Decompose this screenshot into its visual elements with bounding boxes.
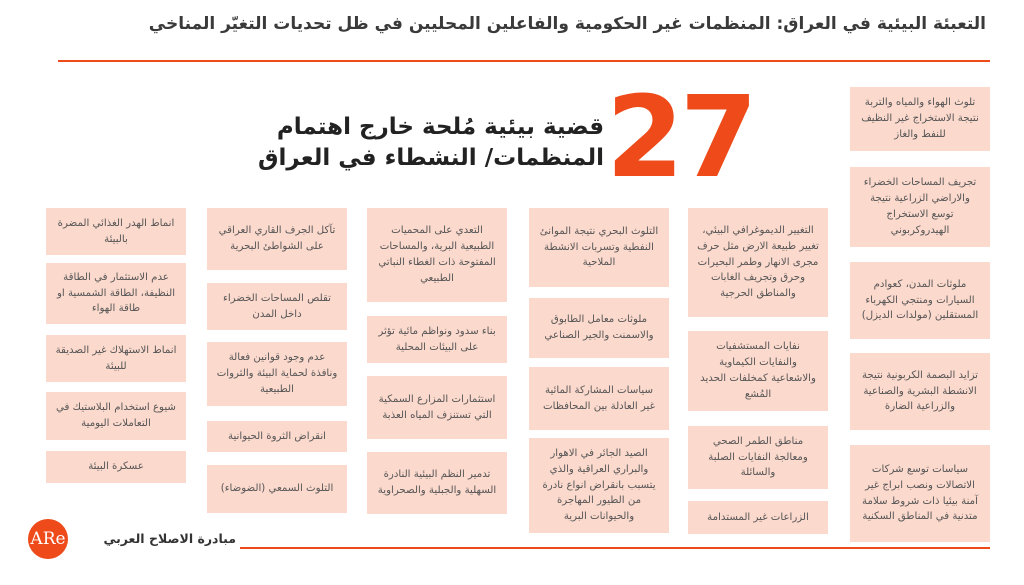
issue-box: التلوث السمعي (الضوضاء) (207, 465, 347, 513)
issue-box: تلوث الهواء والمياه والتربة نتيجة الاستخراج غير النظيف للنفط والغاز (850, 87, 990, 151)
issue-box: بناء سدود ونواظم مائية تؤثر على البيئات المحلية (367, 316, 507, 363)
headline (244, 112, 604, 174)
org-name: مبادرة الاصلاح العربي (103, 531, 236, 546)
issue-box: انقراض الثروة الحيوانية (207, 421, 347, 452)
issue-box: تدمير النظم البيئية النادرة السهلية والجبلية والصحراوية (367, 452, 507, 514)
issue-box: التلوث البحري نتيجة الموانئ النفطية وتسربات الانشطة الملاحية (529, 208, 669, 287)
issue-box: تجريف المساحات الخضراء والاراضي الزراعية نتيجة توسع الاستخراج الهيدروكربوني (850, 167, 990, 247)
bottom-divider (240, 547, 990, 549)
issue-box: التعدي على المحميات الطبيعية البرية، والمساحات المفتوحة ذات الغطاء النباتي الطبيعي (367, 208, 507, 302)
issue-box: سياسات المشاركة المائية غير العادلة بين المحافظات (529, 367, 669, 430)
issue-box: شيوع استخدام البلاستيك في التعاملات اليومية (46, 392, 186, 440)
issue-box: الصيد الجائر في الاهوار والبراري العراقية والذي يتسبب بانقراض انواع نادرة من الطيور المهاجرة والحيوانات البرية (529, 438, 669, 533)
issue-box: عسكرة البيئة (46, 451, 186, 483)
issue-box: التغيير الديموغرافي البيئي، تغيير طبيعة الارض مثل حرف مجرى الانهار وطمر البحيرات وحرق وتجريف الغابات والمناطق الحرجية (688, 208, 828, 317)
issue-box: الزراعات غير المستدامة (688, 501, 828, 534)
top-divider (58, 60, 990, 62)
issue-box: استثمارات المزارع السمكية التي تستنزف المياه العذبة (367, 376, 507, 439)
issue-box: مناطق الطمر الصحي ومعالجة النفايات الصلبة والسائلة (688, 426, 828, 489)
issue-box: عدم الاستثمار في الطاقة النظيفة، الطاقة الشمسية او طاقة الهواء (46, 263, 186, 324)
issue-box: ملوثات معامل الطابوق والاسمنت والجير الصناعي (529, 298, 669, 358)
headline-line-2: المنظمات/ النشطاء في العراق (257, 145, 604, 172)
issue-box: انماط الهدر الغذائي المضرة بالبيئة (46, 208, 186, 255)
issue-box: عدم وجود قوانين فعالة ونافذة لحماية البيئة والثروات الطبيعية (207, 342, 347, 406)
issue-box: تزايد البصمة الكربونية نتيجة الانشطة البشرية والصناعية والزراعية الضارة (850, 353, 990, 430)
issue-box: ملوثات المدن، كعوادم السيارات ومنتجي الكهرباء المستقلين (مولدات الديزل) (850, 262, 990, 339)
headline-line-1: قضية بيئية مُلحة خارج اهتمام (276, 114, 604, 140)
issue-box: نفايات المستشفيات والنفايات الكيماوية والاشعاعية كمخلفات الحديد المُشع (688, 331, 828, 411)
logo-text: ARe (30, 529, 66, 549)
are-logo (28, 519, 68, 559)
page-title: التعبئة البيئية في العراق: المنظمات غير الحكومية والفاعلين المحليين في ظل تحديات التغيّر المناخي (148, 14, 986, 34)
issue-box: تقلص المساحات الخضراء داخل المدن (207, 283, 347, 330)
issue-box: تآكل الجرف القاري العراقي على الشواطئ البحرية (207, 208, 347, 270)
issue-box: سياسات توسع شركات الاتصالات ونصب ابراج غير آمنة بيئيا ذات شروط سلامة متدنية في المناطق السكنية (850, 445, 990, 542)
issue-box: انماط الاستهلاك غير الصديقة للبيئة (46, 335, 186, 382)
issue-count: 27 (606, 73, 754, 203)
